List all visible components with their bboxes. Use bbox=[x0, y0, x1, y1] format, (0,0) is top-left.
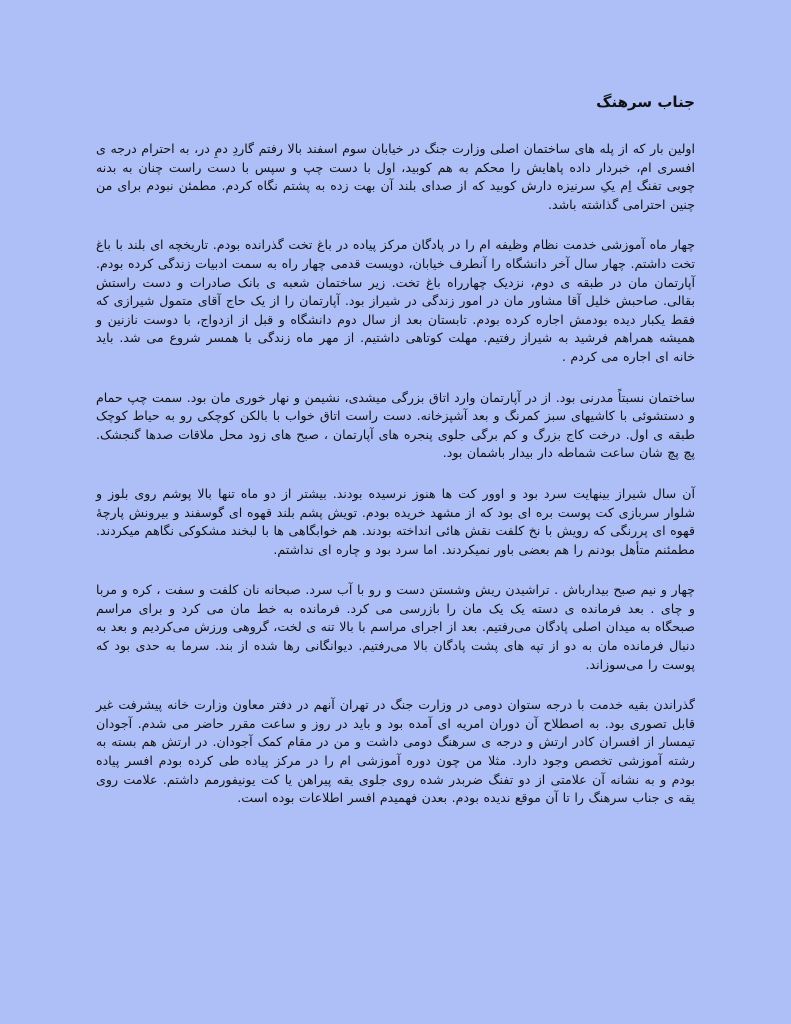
paragraph-4: آن سال شیراز بینهایت سرد بود و اوور کت ها هنوز نرسیده بودند. بیشتر از دو ماه تنها بالا پوشم روی بلوز و شلوار سربازی کت پوست بره ای بود که از مشهد خریده بودم. تویش پشم بلند قهوه ای گوسفند و بیرونش پارچهٔ قهوه ای پررنگی که رویش با نخ کلفت نقش هائی انداخته بودند. هم خوابگاهی ها با لبخند مشکوکی نگاهم میکردند. مطمئنم متأهل بودنم را هم بعضی باور نمیکردند. اما سرد بود و چاره ای نداشتم. bbox=[96, 485, 695, 557]
paragraph-3: ساختمان نسبتاً مدرنی بود. از در آپارتمان وارد اتاق بزرگی میشدی، نشیمن و نهار خوری مان بود. سمت چپ حمام و دستشوئی با کاشیهای سبز کمرنگ و بعد آشپزخانه. دست راست اتاق خواب با بالکن کوچکی رو به حیاط کوچک طبقه ی اول. درخت کاج بزرگ و کم برگی جلوی پنجره های آپارتمان ، صبح های زود محل ملاقات صدها گنجشک. پچ پچ شان ساعت شماطه دار بیدار باشمان بود. bbox=[96, 389, 695, 461]
paragraph-1: اولین بار که از پله های ساختمان اصلی وزارت جنگ در خیابان سوم اسفند بالا رفتم گاردِ دمِ در، به احترام درجه ی افسری ام، خبردار داده پاهایش را محکم به هم کوبید، اول با دست چپ و سپس با دست راست چنان به بدنه چوبی تفنگ اِم یکِ سرنیزه دارش کوبید که از صدای بلند آن بهت زده به پشتم نگاه کردم. مطمئن نبودم برای من چنین احترامی گذاشته باشد. bbox=[96, 141, 695, 212]
document-title: جناب سرهنگ bbox=[596, 93, 695, 111]
paragraph-6: گذراندن بقیه خدمت با درجه ستوان دومی در وزارت جنگ در تهران آنهم در دفتر معاون وزارت خانه پیشرفت غیر قابل تصوری بود. به اصطلاح آن دوران امریه ای آمده بود و باید در روز و ساعت مقرر حاضر می شدم. آجودان تیمسار از افسران کادر ارتش و درجه ی سرهنگ دومی داشت و من در مقام کمک آجودان. در ارتش هم بسته به رشته آموزشی تخصص وجود دارد. مثلا من چون دوره آموزشی ام را در مرکز پیاده طی کرده بودم افسر پیاده بودم و به نشانه آن علامتی از دو تفنگ ضربدر شده روی جلوی یقه پیراهن یا کت یونیفورمم داشتم. علامت روی یقه ی جناب سرهنگ را تا آن موقع ندیده بودم. بعدن فهمیدم افسر اطلاعات بوده است. bbox=[96, 697, 695, 806]
paragraph-5: چهار و نیم صبح بیدارباش . تراشیدن ریش وشستن دست و رو با آب سرد. صبحانه نان کلفت و سفت ، کره و مربا و چای . بعد فرمانده ی دسته یک یک مان را بازرسی می کرد. فرمانده به خط مان می کرد و برای مراسم صبحگاه به میدان اصلی پادگان می‌رفتیم. بعد از اجرای مراسم با بالا تنه ی لخت، گروهی ورزش می‌کردیم و بعد به دنبال فرمانده مان به دو از تپه های پشت پادگان بالا می‌رفتیم. دیوانگانی رها شده از بند. سرما به حدی بود که پوست را می‌سوزاند. bbox=[96, 582, 695, 672]
paragraph-2: چهار ماه آموزشی خدمت نظام وظیفه ام را در پادگان مرکز پیاده در باغ تخت گذرانده بودم. تاریخچه ای بلند با باغ تخت داشتم. چهار سال آخر دانشگاه را آنطرف خیابان، دویست قدمی چهار راه به سمت ادبیات زندگی کرده بودم. آپارتمان مان در طبقه ی دوم، نزدیک چهارراه باغ تخت. زیر ساختمان شعبه ی بانک صادرات و دست راستش بقالی. صاحبش خلیل آقا مشاور مان در امور زندگی در شیراز بود. آپارتمان را از یک حاج آقای متمول شیرازی که فقط یکبار دیده بودمش اجاره کرده بودم. تابستان بعد از سال دوم دانشگاه و قبل از ازدواج، با دوست نازنین و همیشه همراهم فرشید به شیراز رفتیم. مهلت کوتاهی داشتیم. از مهر ماه زندگی با همسر شروع می شد. باید خانه ای اجاره می کردم . bbox=[96, 237, 695, 364]
